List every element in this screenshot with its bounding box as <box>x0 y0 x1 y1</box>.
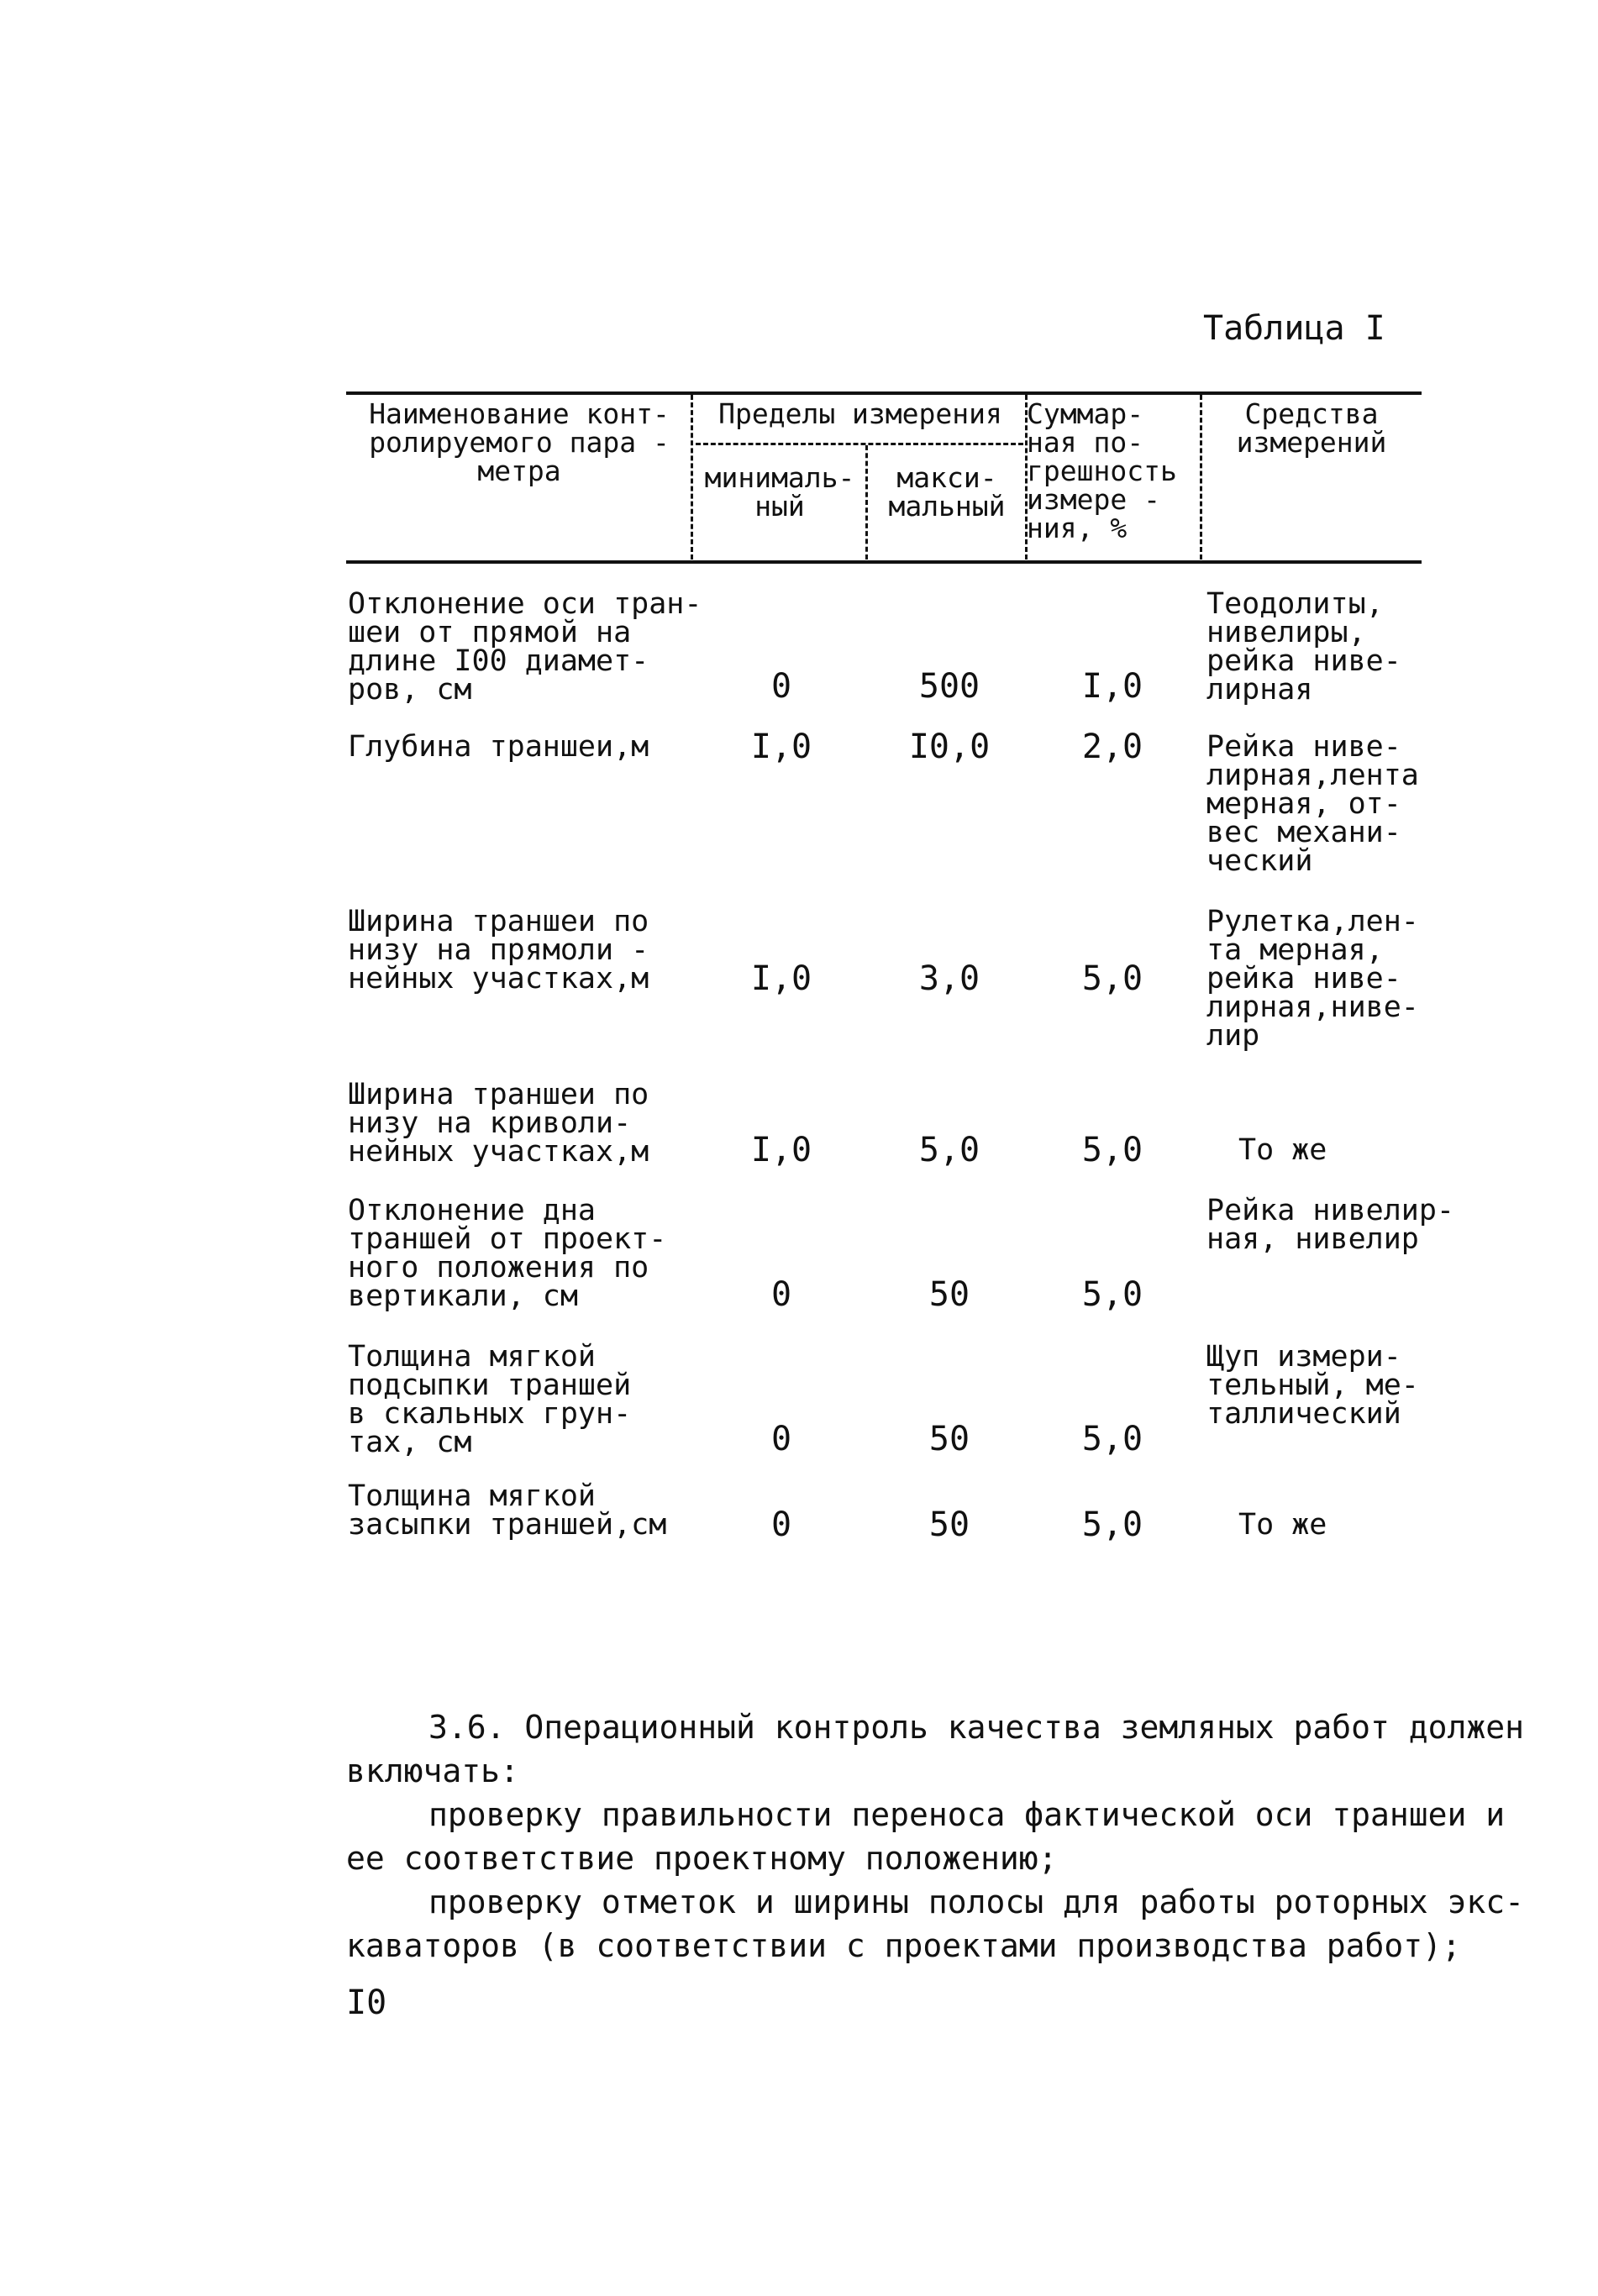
row-2-max: I0,0 <box>908 728 991 766</box>
row-4-means: То же <box>1238 1133 1327 1167</box>
row-7-param: Толщина мягкой засыпки траншей,см <box>348 1479 667 1542</box>
row-1-means: Теодолиты, нивелиры, рейка ниве- лирная <box>1206 587 1401 707</box>
header-min: минималь- ный <box>704 461 855 523</box>
row-3-max: 3,0 <box>918 959 980 998</box>
row-5-max: 50 <box>928 1275 970 1314</box>
paragraph-check-axis-line-2: ее соответствие проектному положению; <box>346 1840 1058 1877</box>
row-3-error: 5,0 <box>1081 959 1143 998</box>
row-1-param: Отклонение оси тран- шеи от прямой на длине I00 диамет- ров, см <box>348 587 702 707</box>
row-2-error: 2,0 <box>1081 728 1143 766</box>
row-2-min: I,0 <box>750 728 812 766</box>
table-header-bottom-rule <box>346 560 1422 564</box>
row-4-param: Ширина траншеи по низу на криволи- нейных участках,м <box>348 1078 649 1169</box>
row-6-error: 5,0 <box>1081 1420 1143 1458</box>
row-1-error: I,0 <box>1081 667 1143 706</box>
header-param: Наименование конт- ролируемого пара - метра <box>369 397 670 487</box>
row-4-min: I,0 <box>750 1131 812 1169</box>
paragraph-check-marks-line-2: каваторов (в соответствии с проектами производства работ); <box>346 1927 1461 1964</box>
row-5-means: Рейка нивелир- ная, нивелир <box>1206 1194 1455 1256</box>
col-divider-4 <box>1200 395 1202 560</box>
row-7-error: 5,0 <box>1081 1505 1143 1544</box>
row-5-error: 5,0 <box>1081 1275 1143 1314</box>
table-caption: Таблица I <box>1203 309 1385 348</box>
header-limits: Пределы измерения <box>718 397 1002 430</box>
row-6-min: 0 <box>770 1420 792 1458</box>
row-1-max: 500 <box>918 667 980 706</box>
row-5-param: Отклонение дна траншей от проект- ного положения по вертикали, см <box>348 1194 667 1313</box>
header-error: Суммар- ная по- грешность измере - ния, % <box>1027 397 1177 544</box>
row-4-max: 5,0 <box>918 1131 980 1169</box>
row-3-param: Ширина траншеи по низу на прямоли - нейных участках,м <box>348 905 649 996</box>
limits-subheader-rule <box>696 443 1023 445</box>
paragraph-3-6-line-1: 3.6. Операционный контроль качества земляных работ должен <box>428 1709 1525 1746</box>
row-5-min: 0 <box>770 1275 792 1314</box>
row-7-min: 0 <box>770 1505 792 1544</box>
paragraph-check-marks-line-1: проверку отметок и ширины полосы для работы роторных экс- <box>428 1884 1525 1920</box>
row-2-param: Глубина траншеи,м <box>348 730 649 764</box>
row-7-means: То же <box>1238 1508 1327 1542</box>
table-top-rule <box>346 391 1422 395</box>
paragraph-3-6-line-2: включать: <box>346 1752 519 1789</box>
row-3-means: Рулетка,лен- та мерная, рейка ниве- лирная,ниве- лир <box>1206 905 1419 1053</box>
header-max: макси- мальный <box>888 461 1006 523</box>
row-6-means: Щуп измери- тельный, ме- таллический <box>1206 1340 1419 1431</box>
row-7-max: 50 <box>928 1505 970 1544</box>
row-1-min: 0 <box>770 667 792 706</box>
col-divider-1 <box>691 395 693 560</box>
row-3-min: I,0 <box>750 959 812 998</box>
row-6-max: 50 <box>928 1420 970 1458</box>
page-number: I0 <box>346 1983 387 2022</box>
row-2-means: Рейка ниве- лирная,лента мерная, от- вес механи- ческий <box>1206 730 1419 878</box>
row-4-error: 5,0 <box>1081 1131 1143 1169</box>
paragraph-check-axis-line-1: проверку правильности переноса фактической оси траншеи и <box>428 1796 1506 1833</box>
col-divider-2 <box>865 445 868 560</box>
header-means: Средства измерений <box>1236 397 1387 459</box>
row-6-param: Толщина мягкой подсыпки траншей в скальных грун- тах, см <box>348 1340 632 1459</box>
